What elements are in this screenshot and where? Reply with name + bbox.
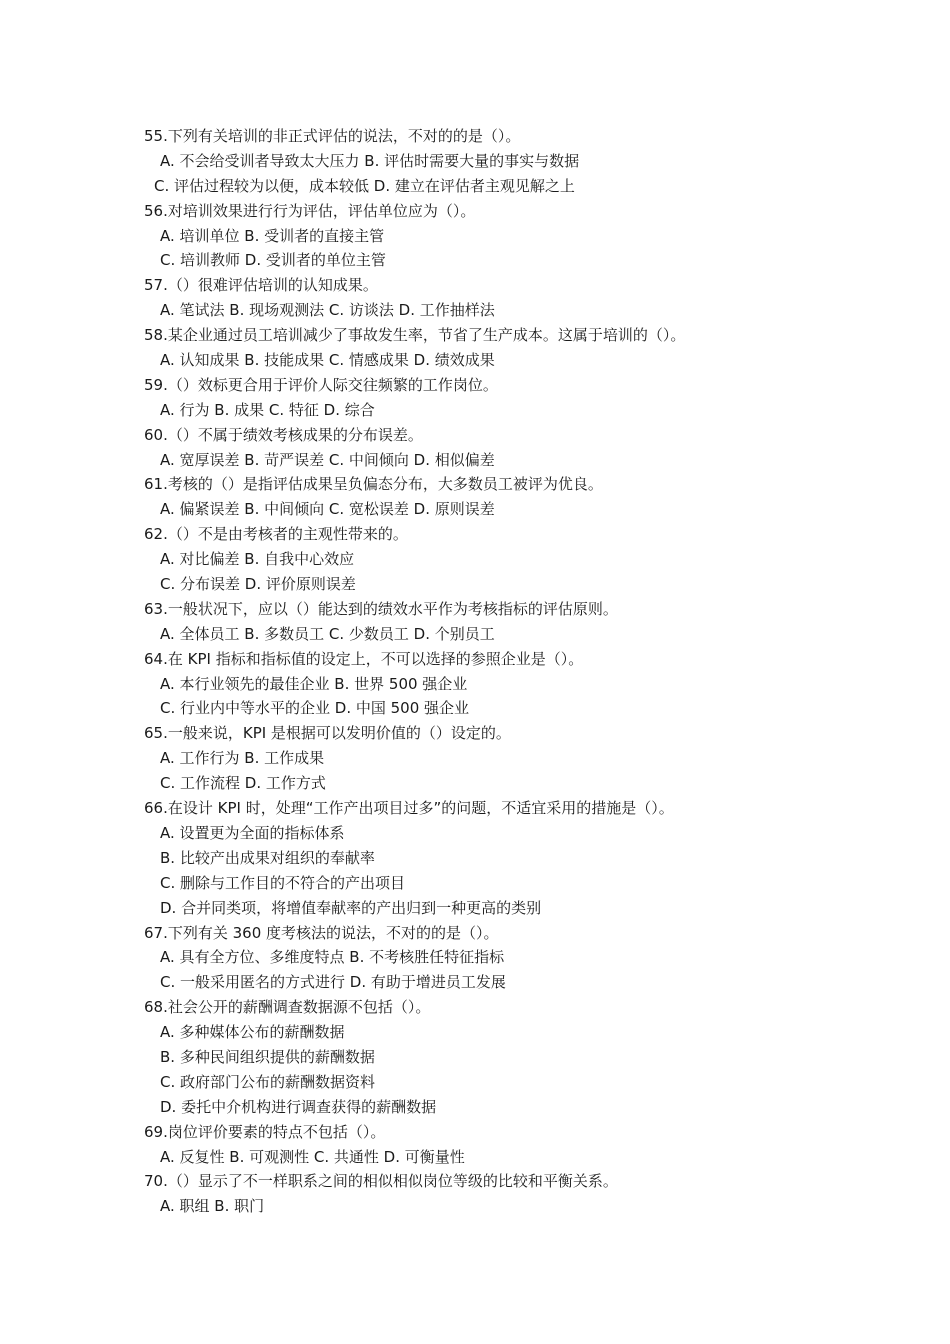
option-text: A. 笔试法 B. 现场观测法 C. 访谈法 D. 工作抽样法 [160, 301, 495, 320]
question-text: 56.对培训效果进行行为评估，评估单位应为（）。 [144, 201, 476, 220]
option-text: A. 认知成果 B. 技能成果 C. 情感成果 D. 绩效成果 [160, 351, 495, 370]
option-text: A. 本行业领先的最佳企业 B. 世界 500 强企业 [160, 674, 468, 693]
option-text: A. 不会给受训者导致太大压力 B. 评估时需要大量的事实与数据 [160, 151, 580, 170]
option-text: A. 宽厚误差 B. 苛严误差 C. 中间倾向 D. 相似偏差 [160, 450, 495, 469]
question-text: 69.岗位评价要素的特点不包括（）。 [144, 1122, 386, 1141]
option-text: A. 工作行为 B. 工作成果 [160, 749, 325, 768]
document-page [0, 124, 950, 1219]
option-text: C. 一般采用匿名的方式进行 D. 有助于增进员工发展 [160, 973, 506, 992]
question-text: 55.下列有关培训的非正式评估的说法，不对的的是（）。 [144, 127, 521, 145]
option-text: B. 多种民间组织提供的薪酬数据 [160, 1047, 375, 1066]
option-text: A. 多种媒体公布的薪酬数据 [160, 1023, 345, 1042]
option-text: A. 偏紧误差 B. 中间倾向 C. 宽松误差 D. 原则误差 [160, 500, 495, 519]
option-text: C. 评估过程较为以便，成本较低 D. 建立在评估者主观见解之上 [154, 176, 575, 195]
question-text: 58.某企业通过员工培训减少了事故发生率，节省了生产成本。这属于培训的（）。 [144, 326, 686, 345]
question-text: 61.考核的（）是指评估成果呈负偏态分布，大多数员工被评为优良。 [144, 475, 603, 494]
option-text: A. 具有全方位、多维度特点 B. 不考核胜任特征指标 [160, 948, 505, 967]
question-text: 59.（）效标更合用于评价人际交往频繁的工作岗位。 [144, 375, 498, 394]
option-text: A. 反复性 B. 可观测性 C. 共通性 D. 可衡量性 [160, 1147, 465, 1166]
question-text: 67.下列有关 360 度考核法的说法，不对的的是（）。 [144, 923, 499, 942]
question-text: 62.（）不是由考核者的主观性带来的。 [144, 525, 408, 544]
option-text: C. 行业内中等水平的企业 D. 中国 500 强企业 [160, 699, 470, 718]
question-text: 66.在设计 KPI 时，处理“工作产出项目过多”的问题，不适宜采用的措施是（）。 [144, 799, 674, 818]
option-text: C. 删除与工作目的不符合的产出项目 [160, 873, 406, 892]
option-text: D. 合并同类项，将增值奉献率的产出归到一种更高的类别 [160, 898, 542, 917]
option-text: B. 比较产出成果对组织的奉献率 [160, 848, 375, 867]
question-text: 65.一般来说，KPI 是根据可以发明价值的（）设定的。 [144, 724, 511, 743]
question-text: 63.一般状况下，应以（）能达到的绩效水平作为考核指标的评估原则。 [144, 599, 618, 618]
option-text: C. 工作流程 D. 工作方式 [160, 774, 326, 793]
question-text: 57.（）很难评估培训的认知成果。 [144, 276, 378, 295]
option-text: A. 设置更为全面的指标体系 [160, 823, 345, 842]
option-text: A. 行为 B. 成果 C. 特征 D. 综合 [160, 400, 375, 419]
option-text: D. 委托中介机构进行调查获得的薪酬数据 [160, 1097, 437, 1116]
question-text: 60.（）不属于绩效考核成果的分布误差。 [144, 425, 423, 444]
option-text: C. 政府部门公布的薪酬数据资料 [160, 1072, 376, 1091]
option-text: A. 培训单位 B. 受训者的直接主管 [160, 226, 385, 245]
option-text: A. 全体员工 B. 多数员工 C. 少数员工 D. 个别员工 [160, 624, 495, 643]
option-text: C. 分布误差 D. 评价原则误差 [160, 575, 356, 594]
option-text: C. 培训教师 D. 受训者的单位主管 [160, 251, 386, 270]
question-text: 70.（）显示了不一样职系之间的相似相似岗位等级的比较和平衡关系。 [144, 1172, 618, 1191]
question-text: 68.社会公开的薪酬调查数据源不包括（）。 [144, 998, 431, 1017]
question-text: 64.在 KPI 指标和指标值的设定上，不可以选择的参照企业是（）。 [144, 649, 584, 668]
option-text: A. 对比偏差 B. 自我中心效应 [160, 550, 355, 569]
option-text: A. 职组 B. 职门 [160, 1197, 265, 1216]
